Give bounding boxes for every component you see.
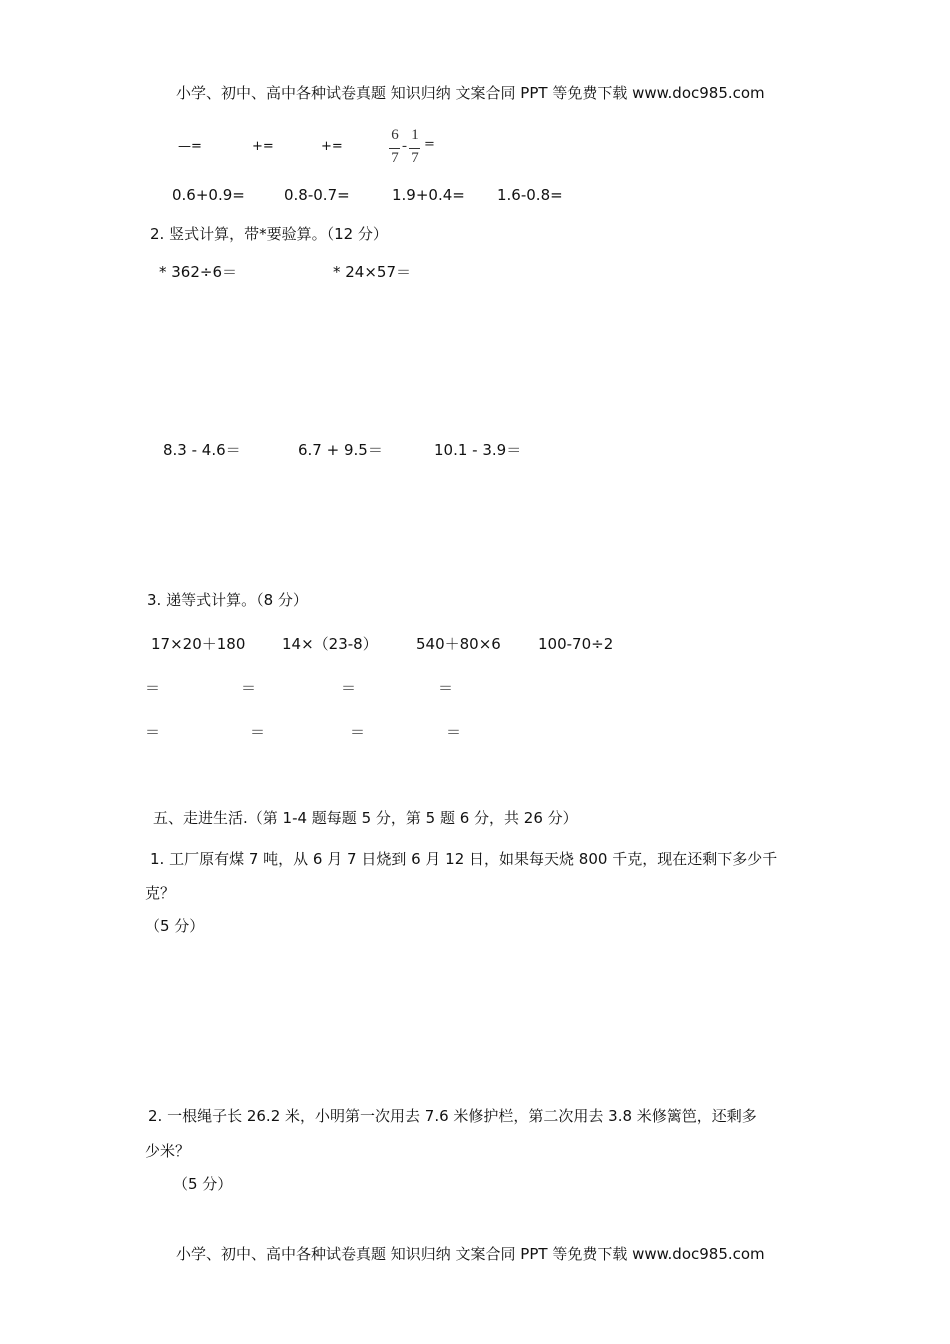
step-expr-2: 14×（23-8）: [282, 635, 378, 653]
blank-expr-2: +=: [252, 139, 274, 154]
question-2-title: 2. 竖式计算，带*要验算。（12 分）: [150, 225, 388, 243]
step-expr-4: 100-70÷2: [538, 635, 614, 653]
equals-sign: ＝: [145, 723, 161, 741]
problem-1-line-1: 1. 工厂原有煤 7 吨，从 6 月 7 日烧到 6 月 12 日，如果每天烧 800 千克，现在还剩下多少千: [150, 850, 778, 868]
fraction-expression: [388, 127, 438, 171]
problem-2-line-2: 少米？: [145, 1142, 191, 1160]
problem-1-score: （5 分）: [145, 917, 205, 935]
equals-sign: ＝: [350, 723, 366, 741]
question-3-title: 3. 递等式计算。（8 分）: [147, 591, 308, 609]
fraction-2-denominator: 7: [411, 150, 419, 166]
equals-sign: ＝: [341, 679, 357, 697]
equals-sign: ＝: [438, 679, 454, 697]
minus-sign: -: [402, 138, 407, 154]
oral-calc-1: 0.6+0.9=: [172, 186, 245, 204]
vertical-calc-4: 6.7 + 9.5＝: [298, 441, 383, 459]
fraction-2-numerator: 1: [411, 127, 419, 143]
step-expr-1: 17×20＋180: [151, 635, 246, 653]
page-header: 小学、初中、高中各种试卷真题 知识归纳 文案合同 PPT 等免费下载 www.doc985.com: [176, 84, 765, 102]
vertical-calc-2: * 24×57＝: [333, 263, 412, 281]
problem-2-score: （5 分）: [173, 1175, 233, 1193]
page-footer: 小学、初中、高中各种试卷真题 知识归纳 文案合同 PPT 等免费下载 www.doc985.com: [176, 1245, 765, 1263]
blank-expr-3: +=: [321, 139, 343, 154]
fraction-1-numerator: 6: [391, 127, 399, 143]
step-expr-3: 540＋80×6: [416, 635, 501, 653]
fraction-equals: =: [424, 137, 435, 152]
equals-sign: ＝: [446, 723, 462, 741]
vertical-calc-3: 8.3 - 4.6＝: [163, 441, 241, 459]
equals-sign: ＝: [145, 679, 161, 697]
problem-2-line-1: 2. 一根绳子长 26.2 米，小明第一次用去 7.6 米修护栏，第二次用去 3.8 米修篱笆，还剩多: [148, 1107, 757, 1125]
equals-sign: ＝: [250, 723, 266, 741]
problem-1-line-2: 克？: [145, 884, 176, 902]
oral-calc-4: 1.6-0.8=: [497, 186, 563, 204]
fraction-1-denominator: 7: [391, 150, 399, 166]
vertical-calc-5: 10.1 - 3.9＝: [434, 441, 522, 459]
blank-expr-1: —=: [178, 139, 202, 154]
equals-sign: ＝: [241, 679, 257, 697]
vertical-calc-1: * 362÷6＝: [159, 263, 238, 281]
section-5-title: 五、走进生活.（第 1-4 题每题 5 分，第 5 题 6 分，共 26 分）: [153, 809, 578, 827]
oral-calc-3: 1.9+0.4=: [392, 186, 465, 204]
oral-calc-2: 0.8-0.7=: [284, 186, 350, 204]
